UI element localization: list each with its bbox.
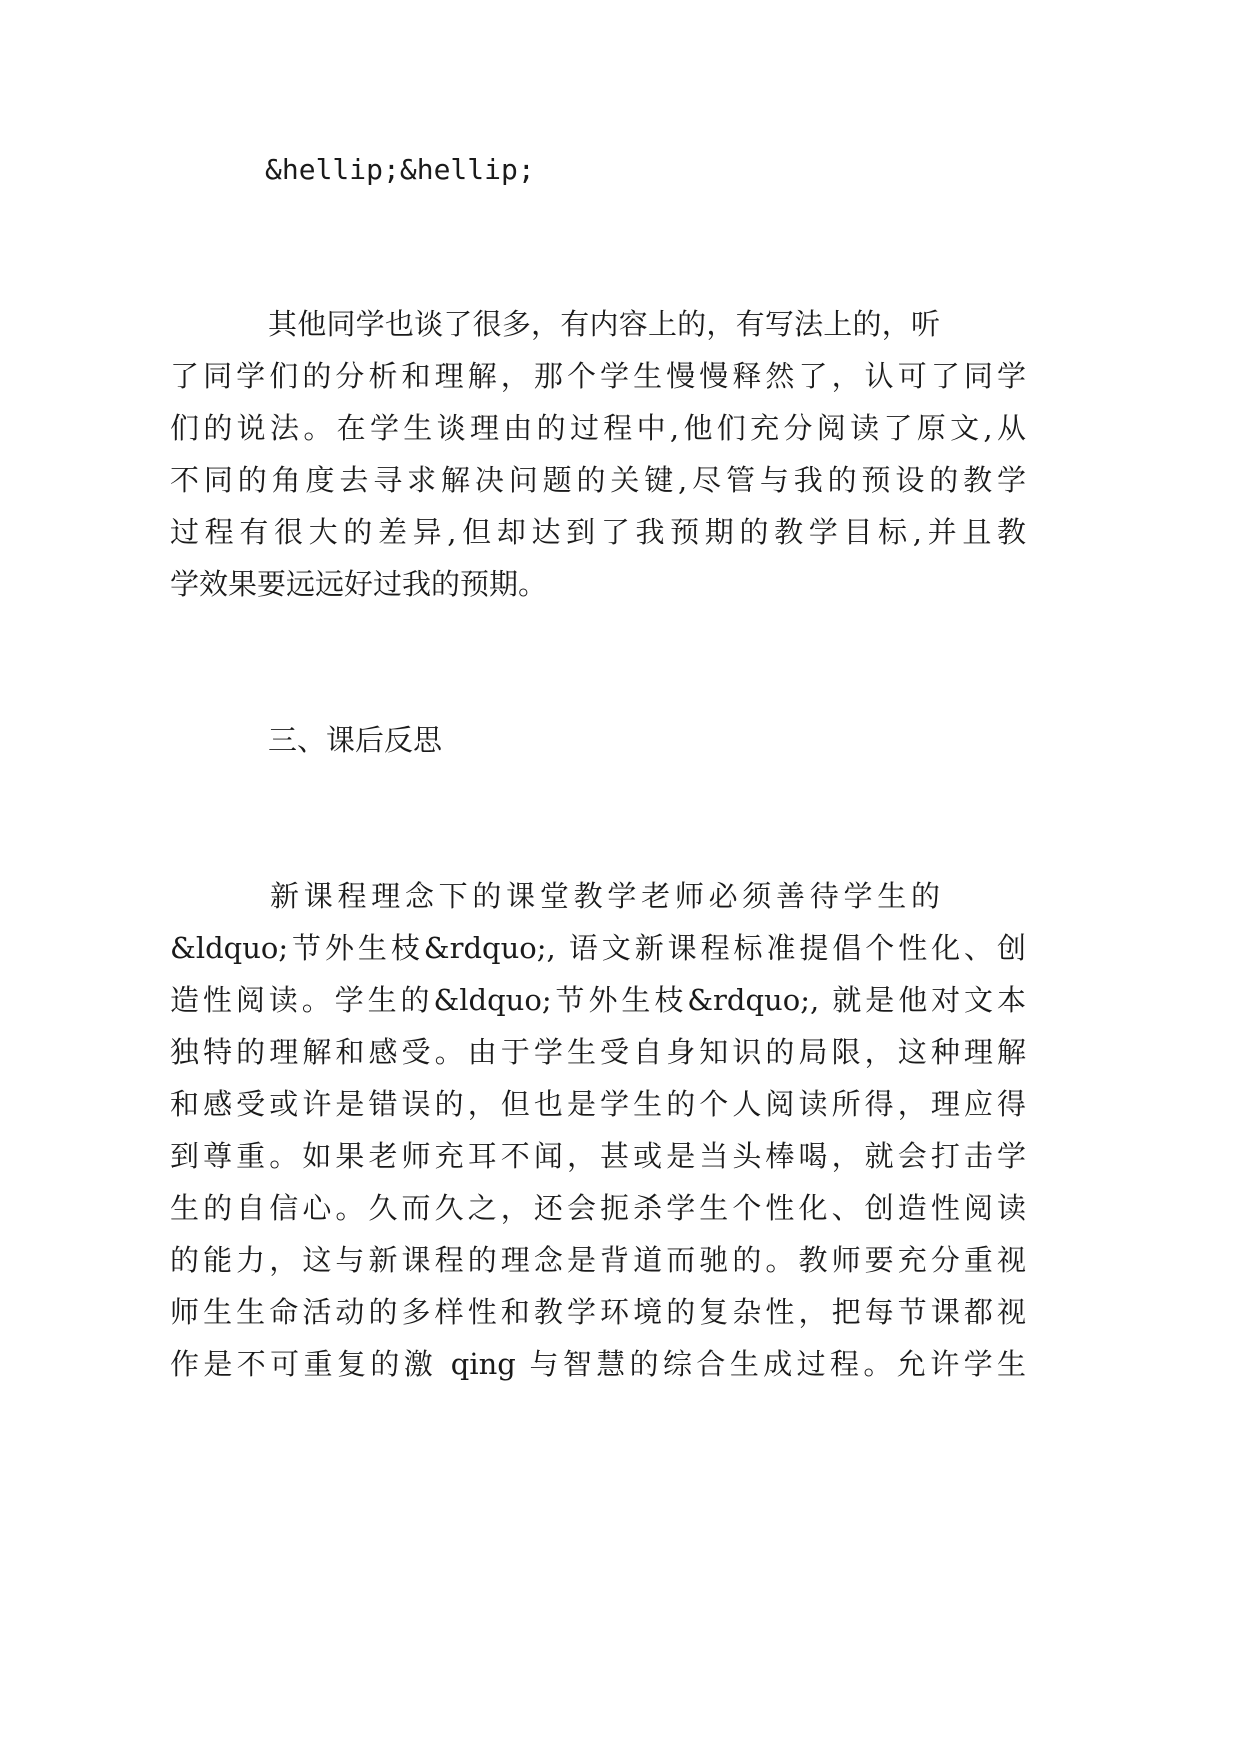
paragraph-line: 的能力，这与新课程的理念是背道而驰的。教师要充分重视 <box>170 1243 1026 1277</box>
paragraph-line: 生的自信心。久而久之，还会扼杀学生个性化、创造性阅读 <box>170 1191 1026 1225</box>
paragraph-line: 学效果要远远好过我的预期。 <box>170 567 548 601</box>
paragraph-line: 作是不可重复的激 qing 与智慧的综合生成过程。允许学生 <box>170 1347 1026 1381</box>
paragraph-line: 新课程理念下的课堂教学老师必须善待学生的 <box>270 879 940 913</box>
paragraph-line: 到尊重。如果老师充耳不闻，甚或是当头棒喝，就会打击学 <box>170 1139 1026 1173</box>
paragraph-line: &ldquo;节外生枝&rdquo;, 语文新课程标准提倡个性化、创 <box>170 931 1026 965</box>
paragraph-line: 其他同学也谈了很多，有内容上的，有写法上的，听 <box>268 307 940 341</box>
section-heading: 三、课后反思 <box>268 723 443 757</box>
paragraph-line: 师生生命活动的多样性和教学环境的复杂性，把每节课都视 <box>170 1295 1026 1329</box>
paragraph-line: 们的说法。在学生谈理由的过程中,他们充分阅读了原文,从 <box>170 411 1026 445</box>
paragraph-line: 造性阅读。学生的&ldquo;节外生枝&rdquo;, 就是他对文本 <box>170 983 1026 1017</box>
ellipsis-line: &hellip;&hellip; <box>265 153 535 186</box>
paragraph-line: 独特的理解和感受。由于学生受自身知识的局限，这种理解 <box>170 1035 1026 1069</box>
paragraph-line: 和感受或许是错误的，但也是学生的个人阅读所得，理应得 <box>170 1087 1026 1121</box>
paragraph-line: 了同学们的分析和理解，那个学生慢慢释然了，认可了同学 <box>170 359 1026 393</box>
paragraph-line: 不同的角度去寻求解决问题的关键,尽管与我的预设的教学 <box>170 463 1026 497</box>
paragraph-line: 过程有很大的差异,但却达到了我预期的教学目标,并且教 <box>170 515 1026 549</box>
